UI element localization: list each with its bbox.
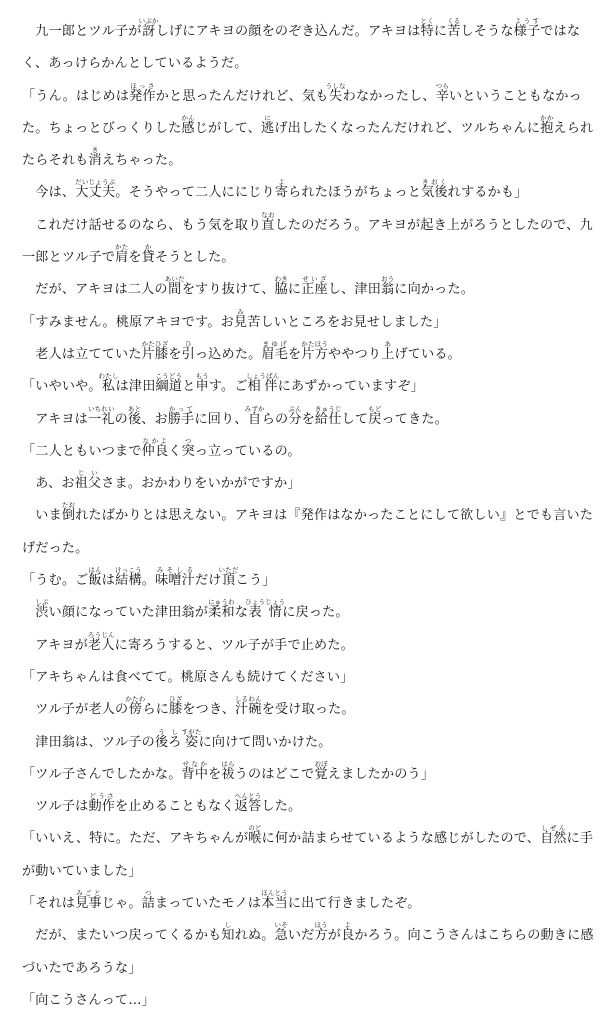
paragraph: だが、アキヨは二人の間あいだをすり抜けて、脇わきに正座せいざし、津田翁おうに向かった。 — [22, 275, 475, 298]
paragraph: 渋しぶい顔になっていた津田翁が柔和にゅうわな表情ひょうじょうに戻った。 — [35, 598, 349, 621]
paragraph: これだけ話せるのなら、もう気を取り直なおしたのだろう。アキヨが起き上がろうとしたので、九一郎とツル子で肩かたを貸かそうとした。 — [22, 210, 593, 266]
paragraph: 「ツル子さんでしたかな。背中せなかを祓はらうのはどこで覚おぼえましたかのう」 — [22, 759, 435, 782]
paragraph: 九一郎とツル子が訝いぶかしげにアキヨの顔をのぞき込んだ。アキヨは特とくに苦くるしそうな様子ようすではなく、あっけらかんとしているようだ。 — [22, 17, 581, 72]
paragraph: だが、またいつ戻ってくるかも知しれぬ。急いそいだ方ほうが良よかろう。向こうさんはこちらの動きに感づいたであろうな」 — [22, 921, 594, 976]
paragraph: 老人は立てていた片膝かたひざを引ひっ込めた。眉毛まゆげを片方かたほうややつり上あげている。 — [22, 339, 461, 362]
paragraph: 津田翁は、ツル子の後ろうし姿すがたに向けて問いかけた。 — [22, 727, 332, 750]
paragraph: 「向こうさんって…」 — [22, 992, 155, 1008]
paragraph: 「二人ともいつまで仲良なかよく突つっ立っているの。 — [22, 436, 301, 459]
paragraph: 今は、大丈夫だいじょうぶ。そうやって二人ににじり寄よられたほうがちょっと気後きおくれするかも」 — [22, 178, 528, 201]
paragraph: いま倒たおれたばかりとは思えない。アキヨは『発作はなかったことにして欲しい』とでも言いたげだった。 — [22, 501, 594, 556]
paragraph: ツル子が老人の傍かたわらに膝ひざをつき、汁碗しるわんを受け取った。 — [22, 695, 355, 718]
paragraph: 「うん。はじめは発作ほっさかと思ったんだけれど、気も失うしなわなかったし、辛つらいということもなかった。ちょっとびっくりした感かんじがして、逃にげ出したくなったんだけれど、ツルちゃんに抱かかえられたらそれも消きえちゃった。 — [22, 81, 594, 169]
paragraph: アキヨは一礼いちれいの後あと、お勝手かってに回り、自みずからの分ぶんを給仕きゅうじして戻もどってきた。 — [22, 404, 448, 427]
paragraph: アキヨが老人ろうじんに寄ろうすると、ツル子が手で止めた。 — [22, 630, 354, 653]
paragraph: 「いやいや。私わたしは津田綱道こうどうと申もうす。ご相伴しょうばんにあずかっていますぞ」 — [22, 372, 424, 395]
paragraph: 「それは見事みごとじゃ。詰つまっていたモノは本当ほんとうに出て行きましたぞ。 — [22, 889, 421, 912]
paragraph: 「いいえ、特に。ただ、アキちゃんが喉のどに何か詰まらせているような感じがしたので、自然しぜんに手が動いていました」 — [22, 824, 594, 879]
paragraph: ツル子は動作どうさを止めることもなく返答へんとうした。 — [22, 792, 302, 815]
paragraph: 「アキちゃんは食べてて。桃原さんも続けてください」 — [22, 669, 354, 685]
paragraph: あ、お祖父じいさま。おかわりをいかがですか」 — [22, 469, 301, 492]
paragraph: 「すみません。桃原アキヨです。お見み苦しいところをお見せしました」 — [22, 307, 447, 330]
paragraph: 「うむ。ご飯はんは結構けっこう。味噌汁みそしるだけ頂いただこう」 — [22, 566, 276, 589]
